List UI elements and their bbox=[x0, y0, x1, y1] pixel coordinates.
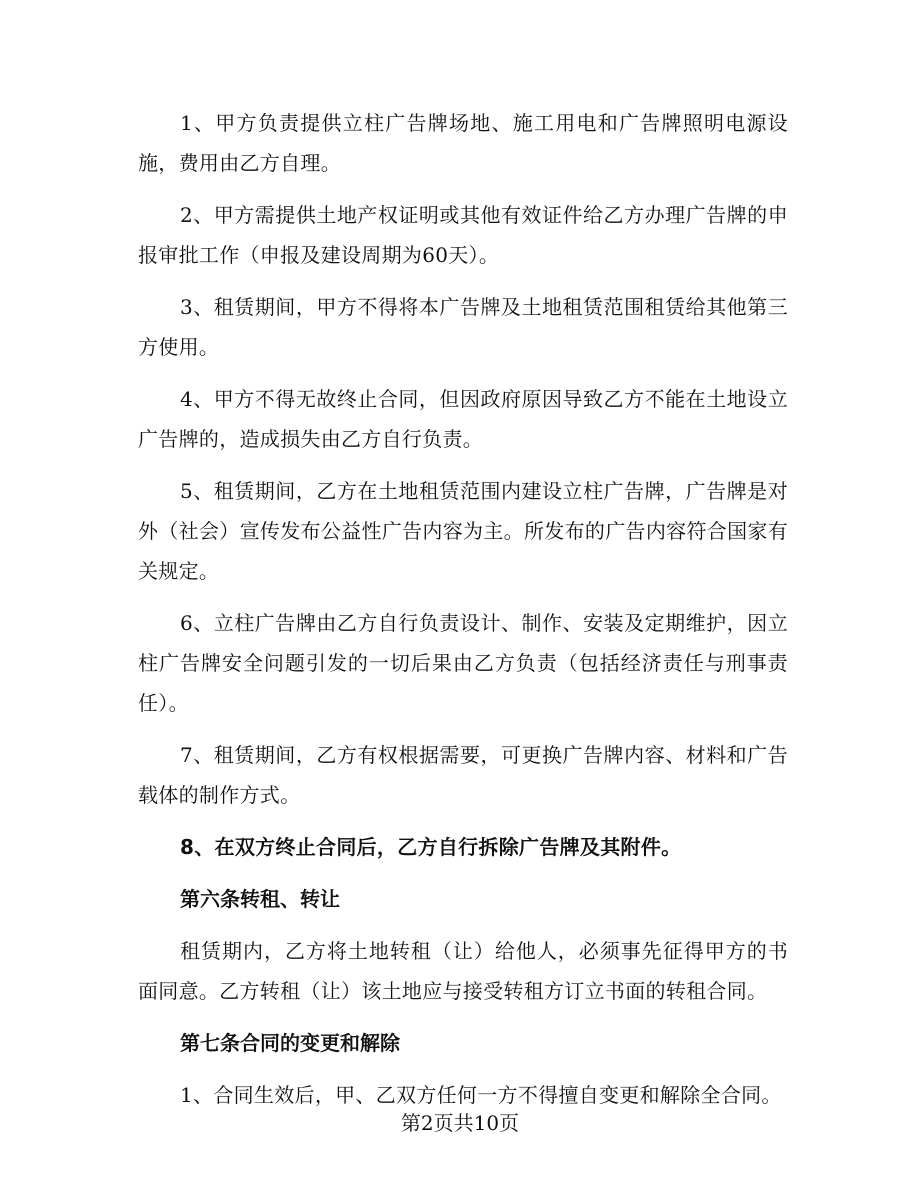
paragraph-modification-1: 1、合同生效后，甲、乙双方任何一方不得擅自变更和解除全合同。 bbox=[180, 1083, 782, 1107]
paragraph-3: 3、租赁期间，甲方不得将本广告牌及土地租赁范围租赁给其他第三方使用。 bbox=[138, 295, 788, 359]
paragraph-8: 8、在双方终止合同后，乙方自行拆除广告牌及其附件。 bbox=[180, 835, 682, 859]
paragraph-2: 2、甲方需提供土地产权证明或其他有效证件给乙方办理广告牌的申报审批工作（申报及建设周期为60天）。 bbox=[138, 203, 788, 267]
document-body bbox=[138, 103, 788, 1127]
section-heading-article-7: 第七条合同的变更和解除 bbox=[180, 1031, 400, 1055]
paragraph-4: 4、甲方不得无故终止合同，但因政府原因导致乙方不能在土地设立广告牌的，造成损失由乙方自行负责。 bbox=[138, 387, 788, 451]
paragraph-6: 6、立柱广告牌由乙方自行负责设计、制作、安装及定期维护，因立柱广告牌安全问题引发的一切后果由乙方负责（包括经济责任与刑事责任）。 bbox=[138, 611, 788, 715]
paragraph-1: 1、甲方负责提供立柱广告牌场地、施工用电和广告牌照明电源设施，费用由乙方自理。 bbox=[138, 111, 788, 175]
page-number-footer: 第2页共10页 bbox=[400, 1111, 520, 1135]
paragraph-sublease: 租赁期内，乙方将土地转租（让）给他人，必须事先征得甲方的书面同意。乙方转租（让）该土地应与接受转租方订立书面的转租合同。 bbox=[138, 939, 788, 1003]
section-heading-article-6: 第六条转租、转让 bbox=[180, 887, 340, 911]
paragraph-5: 5、租赁期间，乙方在土地租赁范围内建设立柱广告牌，广告牌是对外（社会）宣传发布公益性广告内容为主。所发布的广告内容符合国家有关规定。 bbox=[138, 479, 788, 583]
paragraph-7: 7、租赁期间，乙方有权根据需要，可更换广告牌内容、材料和广告载体的制作方式。 bbox=[138, 743, 788, 807]
